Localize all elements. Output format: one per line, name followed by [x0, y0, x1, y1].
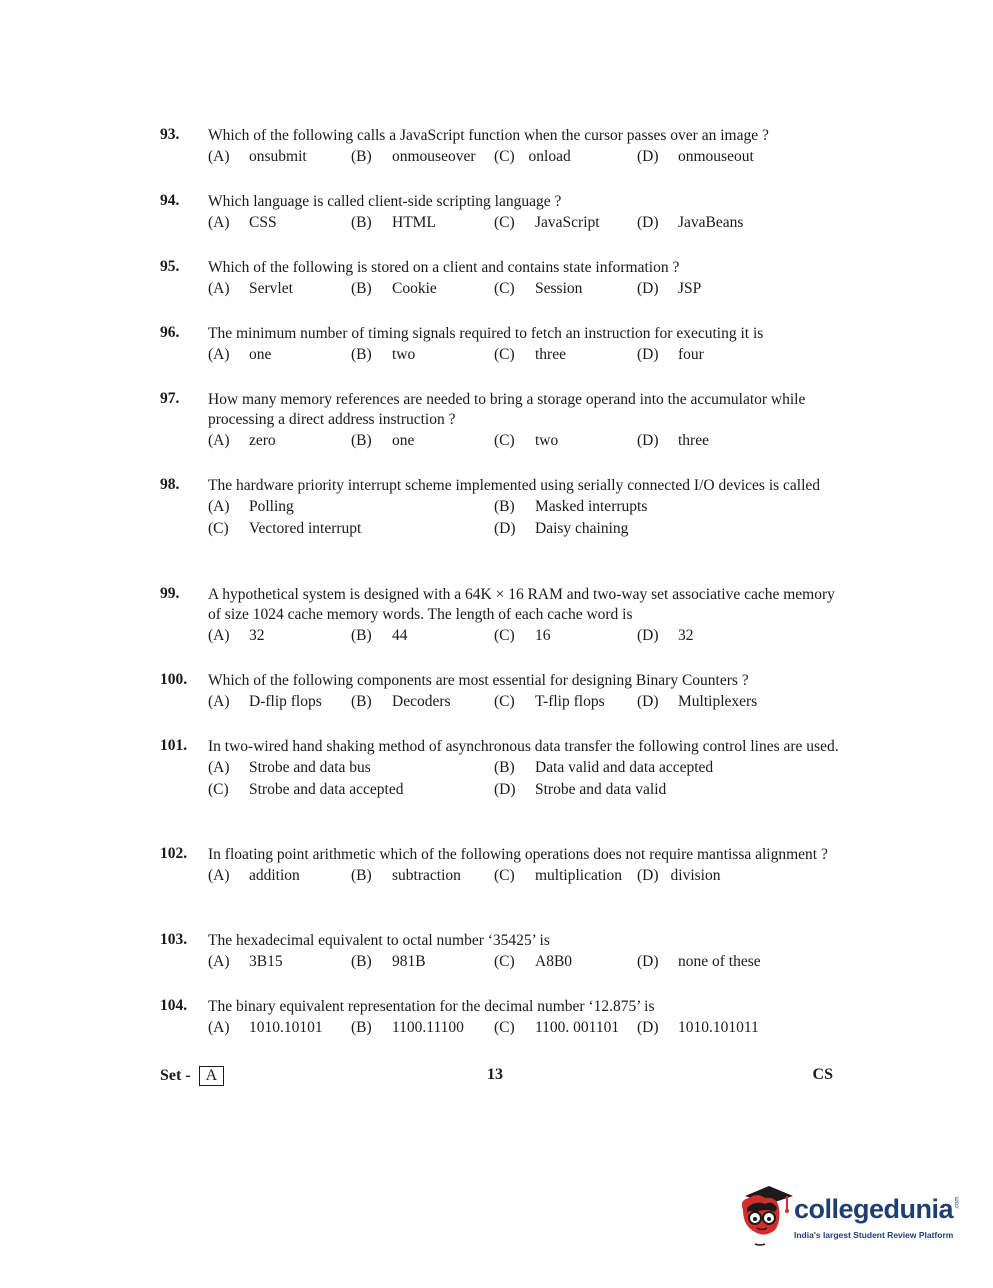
options-row	[208, 867, 850, 889]
question-number: 100.	[160, 671, 188, 688]
options-row-2	[208, 781, 850, 803]
options-row	[208, 214, 850, 236]
option-d: (D) Strobe and data valid	[494, 781, 667, 798]
question-text: Which language is called client-side scripting language ?	[208, 193, 562, 210]
question-100	[160, 671, 850, 715]
logo-wordmark: collegedunia	[794, 1194, 954, 1224]
question-number: 94.	[160, 192, 180, 209]
question-97	[160, 390, 850, 454]
question-96	[160, 324, 850, 368]
option-d: (D) JSP	[637, 280, 702, 297]
option-c: (C) JavaScript	[494, 214, 600, 231]
question-text: Which of the following calls a JavaScript function when the cursor passes over an image ?	[208, 127, 769, 144]
question-text: The minimum number of timing signals required to fetch an instruction for executing it is	[208, 325, 764, 342]
set-box: A	[199, 1066, 225, 1086]
question-text: The hardware priority interrupt scheme implemented using serially connected I/O devices is called	[208, 477, 821, 494]
option-a: (A) 1010.10101	[208, 1019, 323, 1036]
question-99	[160, 585, 850, 649]
subject-code: CS	[812, 1066, 833, 1083]
logo-suffix: .com	[954, 1196, 961, 1210]
option-a: (A) addition	[208, 867, 300, 884]
option-a: (A) D-flip flops	[208, 693, 322, 710]
option-b: (B) one	[351, 432, 415, 449]
option-c: (C) 16	[494, 627, 551, 644]
option-d: (D) four	[637, 346, 704, 363]
option-d: (D) none of these	[637, 953, 761, 970]
question-number: 97.	[160, 390, 180, 407]
option-b: (B) Cookie	[351, 280, 437, 297]
option-c: (C) 1100. 001101	[494, 1019, 620, 1036]
question-number: 96.	[160, 324, 180, 341]
option-c: (C) Strobe and data accepted	[208, 781, 404, 798]
question-text: The binary equivalent representation for the decimal number ‘12.875’ is	[208, 998, 655, 1015]
option-a: (A) Servlet	[208, 280, 293, 297]
set-label: Set -	[160, 1067, 191, 1084]
set-indicator	[160, 1066, 224, 1086]
option-a: (A) 3B15	[208, 953, 283, 970]
option-c: (C) A8B0	[494, 953, 573, 970]
question-text: In two-wired hand shaking method of asynchronous data transfer the following control lines are used.	[208, 738, 839, 755]
option-a: (A) CSS	[208, 214, 277, 231]
options-row	[208, 280, 850, 302]
option-a: (A) 32	[208, 627, 265, 644]
option-a: (A) Polling	[208, 498, 294, 515]
question-text: The hexadecimal equivalent to octal number ‘35425’ is	[208, 932, 550, 949]
question-number: 99.	[160, 585, 180, 602]
option-c: (C) Session	[494, 280, 583, 297]
question-text: A hypothetical system is designed with a 64K × 16 RAM and two-way set associative cache memory of size 1024 cache memory words. The length of each cache word is	[208, 586, 835, 623]
question-number: 98.	[160, 476, 180, 493]
option-b: (B) onmouseover	[351, 148, 476, 165]
options-row	[208, 432, 850, 454]
option-a: (A) one	[208, 346, 272, 363]
option-c: (C) multiplication	[494, 867, 622, 884]
question-text: In floating point arithmetic which of the following operations does not require mantissa alignment ?	[208, 846, 828, 863]
mascot-icon	[735, 1182, 795, 1252]
question-number: 95.	[160, 258, 180, 275]
option-d: (D) three	[637, 432, 709, 449]
question-number: 104.	[160, 997, 188, 1014]
option-d: (D) Daisy chaining	[494, 520, 629, 537]
option-d: (D) onmouseout	[637, 148, 754, 165]
option-b: (B) 981B	[351, 953, 426, 970]
question-94	[160, 192, 850, 236]
question-101	[160, 737, 850, 803]
options-row-1	[208, 759, 850, 781]
option-c: (C) two	[494, 432, 559, 449]
question-93	[160, 126, 850, 170]
collegedunia-logo	[735, 1182, 965, 1252]
options-row	[208, 148, 850, 170]
question-104	[160, 997, 850, 1041]
option-b: (B) 44	[351, 627, 408, 644]
option-b: (B) subtraction	[351, 867, 461, 884]
question-number: 93.	[160, 126, 180, 143]
option-a: (A) zero	[208, 432, 276, 449]
question-text: Which of the following components are most essential for designing Binary Counters ?	[208, 672, 749, 689]
question-103	[160, 931, 850, 975]
option-b: (B) Decoders	[351, 693, 451, 710]
page-number: 13	[487, 1066, 503, 1083]
option-b: (B) Data valid and data accepted	[494, 759, 714, 776]
question-text: How many memory references are needed to bring a storage operand into the accumulator while processing a direct address instruction ?	[208, 391, 806, 428]
option-b: (B) two	[351, 346, 416, 363]
option-a: (A) Strobe and data bus	[208, 759, 371, 776]
option-c: (C) T-flip flops	[494, 693, 605, 710]
option-c: (C) Vectored interrupt	[208, 520, 362, 537]
option-b: (B) Masked interrupts	[494, 498, 648, 515]
question-number: 103.	[160, 931, 188, 948]
option-a: (A) onsubmit	[208, 148, 307, 165]
options-row	[208, 346, 850, 368]
options-row-1	[208, 498, 850, 520]
options-row-2	[208, 520, 850, 542]
option-c: (C) three	[494, 346, 566, 363]
option-d: (D) Multiplexers	[637, 693, 758, 710]
option-d: (D) 1010.101011	[637, 1019, 759, 1036]
options-row	[208, 693, 850, 715]
options-row	[208, 953, 850, 975]
option-d: (D) JavaBeans	[637, 214, 744, 231]
question-102	[160, 845, 850, 889]
options-row	[208, 1019, 850, 1041]
question-98	[160, 476, 850, 542]
question-number: 102.	[160, 845, 188, 862]
option-b: (B) 1100.11100	[351, 1019, 464, 1036]
option-d: (D) division	[637, 867, 721, 884]
question-number: 101.	[160, 737, 188, 754]
option-c: (C) onload	[494, 148, 571, 165]
question-text: Which of the following is stored on a client and contains state information ?	[208, 259, 680, 276]
option-d: (D) 32	[637, 627, 694, 644]
question-95	[160, 258, 850, 302]
option-b: (B) HTML	[351, 214, 436, 231]
logo-tagline: India's largest Student Review Platform	[794, 1230, 954, 1240]
options-row	[208, 627, 850, 649]
